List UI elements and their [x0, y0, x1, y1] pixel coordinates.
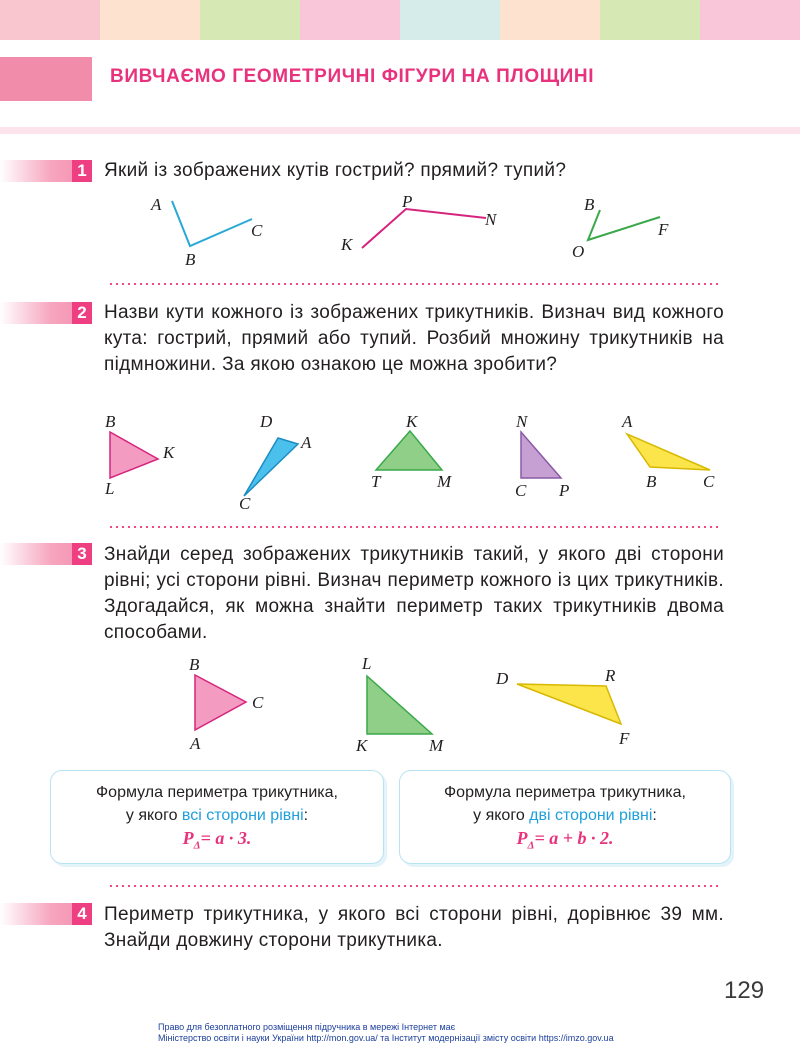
- task-number-2: 2: [72, 302, 92, 324]
- stripe-1: [0, 0, 100, 40]
- angle-label-p: P: [402, 192, 413, 211]
- tri2-2-label-d: D: [260, 412, 273, 431]
- tri2-1-label-b: B: [105, 412, 116, 431]
- angle-kpn: [340, 192, 498, 254]
- triangle-dac: [239, 412, 312, 513]
- tri2-4-label-c: C: [515, 481, 527, 500]
- triangles-task2-figure: [0, 408, 800, 513]
- angle-bof: [572, 195, 669, 261]
- footer-line-2: Міністерство освіти і науки України http://mon.gov.ua/ та Інститут модернізації змісту освіти https://imzo.gov.ua: [158, 1033, 614, 1043]
- formula-1-sub: Δ: [193, 839, 201, 852]
- stripe-3: [200, 0, 300, 40]
- tri2-3-label-k: K: [406, 412, 418, 431]
- task-number-1: 1: [72, 160, 92, 182]
- formula-1-p: P: [182, 828, 194, 848]
- formula-box-1-line1: Формула периметра трикутника,: [96, 784, 338, 801]
- tri3-2-label-k: K: [356, 736, 368, 755]
- formula-1-rest: = a · 3.: [200, 828, 252, 848]
- stripe-6: [500, 0, 600, 40]
- tri2-4-label-p: P: [559, 481, 570, 500]
- formula-box-2-highlight: дві сторони рівні: [529, 807, 653, 824]
- triangle-bkl: [104, 412, 176, 498]
- formula-2-p: P: [516, 828, 528, 848]
- tri2-4-label-n: N: [516, 412, 528, 431]
- tri2-1-label-k: K: [163, 443, 175, 462]
- formula-box-1-highlight: всі сторони рівні: [181, 807, 304, 824]
- footer-line-1: Право для безоплатного розміщення підручника в мережі Інтернет має: [158, 1022, 456, 1032]
- task-text-4: Периметр трикутника, у якого всі сторони рівні, дорівнює 39 мм. Знайди довжину сторони трикутника.: [104, 904, 724, 951]
- header-divider: [0, 127, 800, 134]
- top-color-stripe: [0, 0, 800, 40]
- dotted-divider-3: [108, 885, 718, 887]
- tri2-2-label-a: A: [301, 433, 312, 452]
- formula-box-1-post: :: [303, 807, 309, 824]
- task-text-3: Знайди серед зображених трикутників такий, у якого дві сторони рівні; усі сторони рівні. Визнач периметр кожного із цих трикутників. Здогадайся, як можна знайти периметр таких трикутників двома способами.: [104, 544, 724, 643]
- tri3-3-label-d: D: [496, 669, 509, 688]
- formula-isosceles: [400, 827, 730, 858]
- angle-label-k: K: [341, 235, 353, 254]
- formula-box-2-pre: у якого: [473, 807, 530, 824]
- angle-label-n: N: [485, 210, 497, 229]
- dotted-divider-1: [108, 283, 718, 285]
- tri2-5-label-c: C: [703, 472, 715, 491]
- angle-label-o: O: [572, 242, 585, 261]
- dotted-divider-2: [108, 526, 718, 528]
- formula-box-isosceles: [399, 770, 731, 864]
- triangle-bca: [189, 655, 264, 753]
- tri3-1-label-b: B: [189, 655, 200, 674]
- formula-box-2-line2: [400, 804, 730, 827]
- angle-label-f: F: [658, 220, 669, 239]
- stripe-8: [700, 0, 800, 40]
- formula-box-1-pre: у якого: [125, 807, 182, 824]
- tri2-1-label-l: L: [105, 479, 115, 498]
- formula-box-2-post: :: [652, 807, 657, 824]
- header-accent-block: [0, 57, 92, 101]
- task-text-1: Який із зображених кутів гострий? прямий? тупий?: [104, 160, 567, 181]
- page-number: 129: [724, 977, 765, 1004]
- stripe-5: [400, 0, 500, 40]
- tri2-2-label-c: C: [239, 494, 251, 513]
- task-marker-4: [0, 903, 92, 925]
- angle-label-b2: B: [584, 195, 595, 214]
- angle-label-c: C: [251, 221, 263, 240]
- tri3-1-label-a: A: [190, 734, 201, 753]
- task-text-2: Назви кути кожного із зображених трикутників. Визнач вид кожного кута: гострий, прямий або тупий. Розбий множину трикутників на підмножини. За якою ознакою це можна зробити?: [104, 302, 724, 375]
- tri3-3-label-f: F: [619, 729, 630, 748]
- formula-2-rest: = a + b · 2.: [534, 828, 614, 848]
- triangle-drf: [495, 666, 630, 748]
- tri2-5-label-a: A: [622, 412, 633, 431]
- task-marker-2: [0, 302, 92, 324]
- triangle-ncp: [515, 412, 569, 500]
- tri2-5-label-b: B: [646, 472, 657, 491]
- footer-notice: [158, 1022, 614, 1044]
- formula-box-1-line2: [51, 804, 383, 827]
- tri3-1-label-c: C: [252, 693, 264, 712]
- tri3-2-label-l: L: [362, 654, 372, 673]
- triangles-task3-figure: [0, 652, 800, 762]
- stripe-4: [300, 0, 400, 40]
- tri3-2-label-m: M: [429, 736, 444, 755]
- angles-figure: [0, 188, 800, 268]
- task-marker-3: [0, 543, 92, 565]
- tri2-3-label-t: T: [371, 472, 381, 491]
- formula-box-equilateral: [50, 770, 384, 864]
- task-number-4: 4: [72, 903, 92, 925]
- angle-abc: [150, 195, 263, 269]
- triangle-abc: [621, 412, 715, 491]
- formula-equilateral: [51, 827, 383, 858]
- tri2-3-label-m: M: [437, 472, 452, 491]
- stripe-7: [600, 0, 700, 40]
- triangle-ktm: [371, 412, 452, 491]
- triangle-lkm: [355, 654, 444, 755]
- stripe-2: [100, 0, 200, 40]
- task-marker-1: [0, 160, 92, 182]
- tri3-3-label-r: R: [605, 666, 616, 685]
- formula-box-2-line1: Формула периметра трикутника,: [444, 784, 686, 801]
- angle-label-b: B: [185, 250, 196, 269]
- task-number-3: 3: [72, 543, 92, 565]
- section-title: ВИВЧАЄМО ГЕОМЕТРИЧНІ ФІГУРИ НА ПЛОЩИНІ: [110, 66, 595, 87]
- angle-label-a: A: [151, 195, 162, 214]
- formula-2-sub: Δ: [527, 839, 535, 852]
